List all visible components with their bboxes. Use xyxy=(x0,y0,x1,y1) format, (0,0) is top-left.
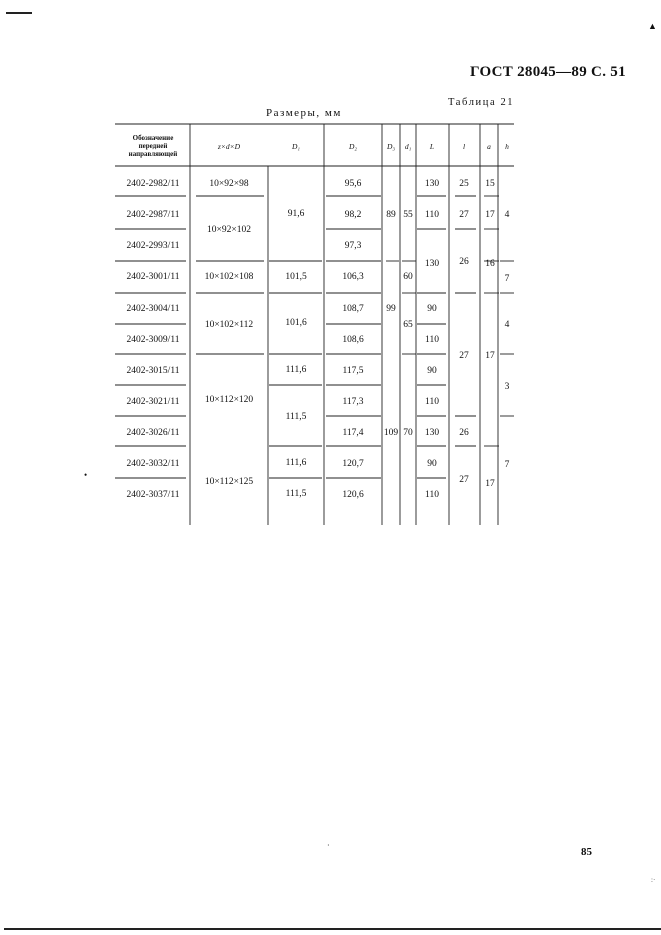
table-cell: 60 xyxy=(403,272,413,282)
header-D2: D₂ xyxy=(348,142,358,151)
stray-dot: • xyxy=(84,470,88,480)
table-cell: 55 xyxy=(403,210,413,220)
table-cell: 2402-3004/11 xyxy=(126,304,180,314)
header-h: h xyxy=(505,142,509,151)
table-cell: 10×102×108 xyxy=(204,272,254,282)
table-cell: 10×92×98 xyxy=(209,179,249,189)
table-cell: 120,7 xyxy=(342,459,364,469)
table-cell: 111,5 xyxy=(285,489,307,499)
header-designation-1: Обозначение xyxy=(132,134,174,142)
header-a: a xyxy=(487,142,491,151)
header-d1: d₁ xyxy=(404,142,412,151)
table-cell: 2402-2993/11 xyxy=(126,241,180,251)
table-cell: 90 xyxy=(427,366,437,376)
table-name: Таблица 21 xyxy=(448,97,515,108)
table-cell: 10×92×102 xyxy=(207,225,251,235)
table-cell: 90 xyxy=(427,304,437,314)
table-dimensions-caption: Размеры, мм xyxy=(266,107,342,119)
table-cell: 27 xyxy=(459,475,469,485)
header-D3: D₃ xyxy=(386,142,396,151)
margin-marks: :· xyxy=(651,876,656,884)
table-cell: 2402-3032/11 xyxy=(126,459,180,469)
table-cell: 26 xyxy=(459,257,469,267)
header-l: l xyxy=(462,142,466,151)
table-cell: 7 xyxy=(504,460,510,470)
table-cell: 95,6 xyxy=(344,179,362,189)
table-cell: 2402-3009/11 xyxy=(126,335,180,345)
table-cell: 10×112×120 xyxy=(204,395,254,405)
corner-triangle-mark: ▲ xyxy=(648,21,657,31)
table-cell: 27 xyxy=(459,351,469,361)
table-cell: 111,6 xyxy=(285,365,307,375)
table-cell: 111,5 xyxy=(285,412,307,422)
table-cell: 117,4 xyxy=(342,428,364,438)
table-cell: 130 xyxy=(424,428,440,438)
table-cell: 25 xyxy=(459,179,469,189)
table-cell: 98,2 xyxy=(344,210,362,220)
header-designation-2: передней xyxy=(138,142,168,150)
table-cell: 120,6 xyxy=(342,490,364,500)
table-cell: 10×102×112 xyxy=(204,320,254,330)
table-cell: 2402-2987/11 xyxy=(126,210,180,220)
page-number: 85 xyxy=(581,846,592,858)
table-cell: 17 xyxy=(485,351,495,361)
table-cell: 17 xyxy=(485,479,495,489)
table-cell: 97,3 xyxy=(344,241,362,251)
table-cell: 16 xyxy=(485,259,495,269)
header-zdD: z×d×D xyxy=(217,142,241,151)
table-cell: 108,6 xyxy=(342,335,364,345)
table-cell: 130 xyxy=(424,179,440,189)
table-cell: 101,5 xyxy=(285,272,307,282)
table-cell: 4 xyxy=(504,210,510,220)
table-cell: 26 xyxy=(459,428,469,438)
table-cell: 130 xyxy=(424,259,440,269)
table-cell: 111,6 xyxy=(285,458,307,468)
table-cell: 91,6 xyxy=(287,209,305,219)
document-header: ГОСТ 28045—89 С. 51 xyxy=(470,64,626,80)
table-cell: 2402-3015/11 xyxy=(126,366,180,376)
table-cell: 65 xyxy=(403,320,413,330)
table-cell: 117,5 xyxy=(342,366,364,376)
table-cell: 2402-3021/11 xyxy=(126,397,180,407)
table-cell: 108,7 xyxy=(342,304,364,314)
table-cell: 110 xyxy=(425,397,439,407)
table-cell: 117,3 xyxy=(342,397,364,407)
table-cell: 4 xyxy=(504,320,510,330)
table-cell: 99 xyxy=(386,304,396,314)
table-cell: 110 xyxy=(425,335,439,345)
table-cell: 27 xyxy=(459,210,469,220)
table-cell: 17 xyxy=(485,210,495,220)
table-cell: 106,3 xyxy=(342,272,364,282)
header-designation-3: направляющей xyxy=(128,150,178,158)
table-cell: 2402-3001/11 xyxy=(126,272,180,282)
header-D1: D₁ xyxy=(291,142,301,151)
table-cell: 2402-2982/11 xyxy=(126,179,180,189)
table-cell: 10×112×125 xyxy=(204,477,254,487)
table-cell: 70 xyxy=(403,428,413,438)
table-cell: 90 xyxy=(427,459,437,469)
table-cell: 101,6 xyxy=(285,318,307,328)
table-cell: 3 xyxy=(504,382,510,392)
header-L: L xyxy=(429,142,435,151)
table-cell: 110 xyxy=(425,210,439,220)
small-dot: · xyxy=(327,841,330,850)
table-cell: 15 xyxy=(485,179,495,189)
table-cell: 110 xyxy=(425,490,439,500)
table-cell: 7 xyxy=(504,274,510,284)
table-cell: 2402-3026/11 xyxy=(126,428,180,438)
table-cell: 109 xyxy=(383,428,399,438)
table-cell: 2402-3037/11 xyxy=(126,490,180,500)
bottom-edge-line xyxy=(4,928,661,930)
table-cell: 89 xyxy=(386,210,396,220)
